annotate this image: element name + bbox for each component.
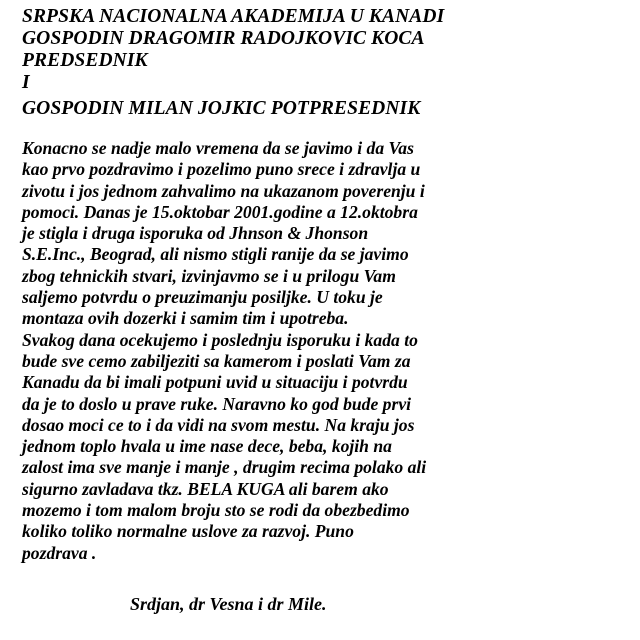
body-line: jednom toplo hvala u ime nase dece, beba, kojih na — [22, 436, 392, 457]
letter-body — [22, 138, 632, 564]
header-line-president-title: PREDSEDNIK — [22, 50, 148, 71]
body-line: pomoci. Danas je 15.oktobar 2001.godine a 12.oktobra — [22, 201, 418, 222]
body-line: sigurno zavladava tkz. BELA KUGA ali barem ako — [22, 478, 389, 499]
body-line: mozemo i tom malom broju sto se rodi da obezbedimo — [22, 500, 410, 521]
body-line: Kanadu da bi imali potpuni uvid u situaciju i potvrdu — [22, 372, 408, 393]
body-line: kao prvo pozdravimo i pozelimo puno srece i zdravlja u — [22, 159, 421, 180]
body-line: bude sve cemo zabiljeziti sa kamerom i poslati Vam za — [22, 350, 411, 371]
body-line: saljemo potvrdu o preuzimanju posiljke. U toku je — [22, 287, 383, 308]
body-line: zbog tehnickih stvari, izvinjavmo se i u prilogu Vam — [22, 265, 396, 286]
body-line: pozdrava . — [22, 542, 97, 563]
body-line: je stigla i druga isporuka od Jhnson & Jhonson — [22, 223, 369, 244]
header-line-vice-president: GOSPODIN MILAN JOJKIC POTPRESEDNIK — [22, 98, 421, 119]
letter-header — [22, 6, 632, 120]
header-line-president-name: GOSPODIN DRAGOMIR RADOJKOVIC KOCA — [22, 28, 425, 49]
body-line: zivotu i jos jednom zahvalimo na ukazanom poverenju i — [22, 180, 425, 201]
body-line: S.E.Inc., Beograd, ali nismo stigli ranije da se javimo — [22, 244, 409, 265]
body-line: montaza ovih dozerki i samim tim i upotreba. — [22, 308, 349, 329]
body-line: zalost ima sve manje i manje , drugim recima polako ali — [22, 457, 427, 478]
letter-signature: Srdjan, dr Vesna i dr Mile. — [130, 594, 327, 614]
header-line-organization: SRPSKA NACIONALNA AKADEMIJA U KANADI — [22, 6, 445, 27]
body-line: dosao moci ce to i da vidi na svom mestu. Na kraju jos — [22, 414, 415, 435]
body-line: Svakog dana ocekujemo i poslednju isporuku i kada to — [22, 329, 418, 350]
body-line: Konacno se nadje malo vremena da se javimo i da Vas — [22, 138, 414, 158]
body-line: da je to doslo u prave ruke. Naravno ko god bude prvi — [22, 393, 412, 414]
body-line: koliko toliko normalne uslove za razvoj. Puno — [22, 521, 354, 542]
header-line-conjunction: I — [22, 72, 30, 93]
